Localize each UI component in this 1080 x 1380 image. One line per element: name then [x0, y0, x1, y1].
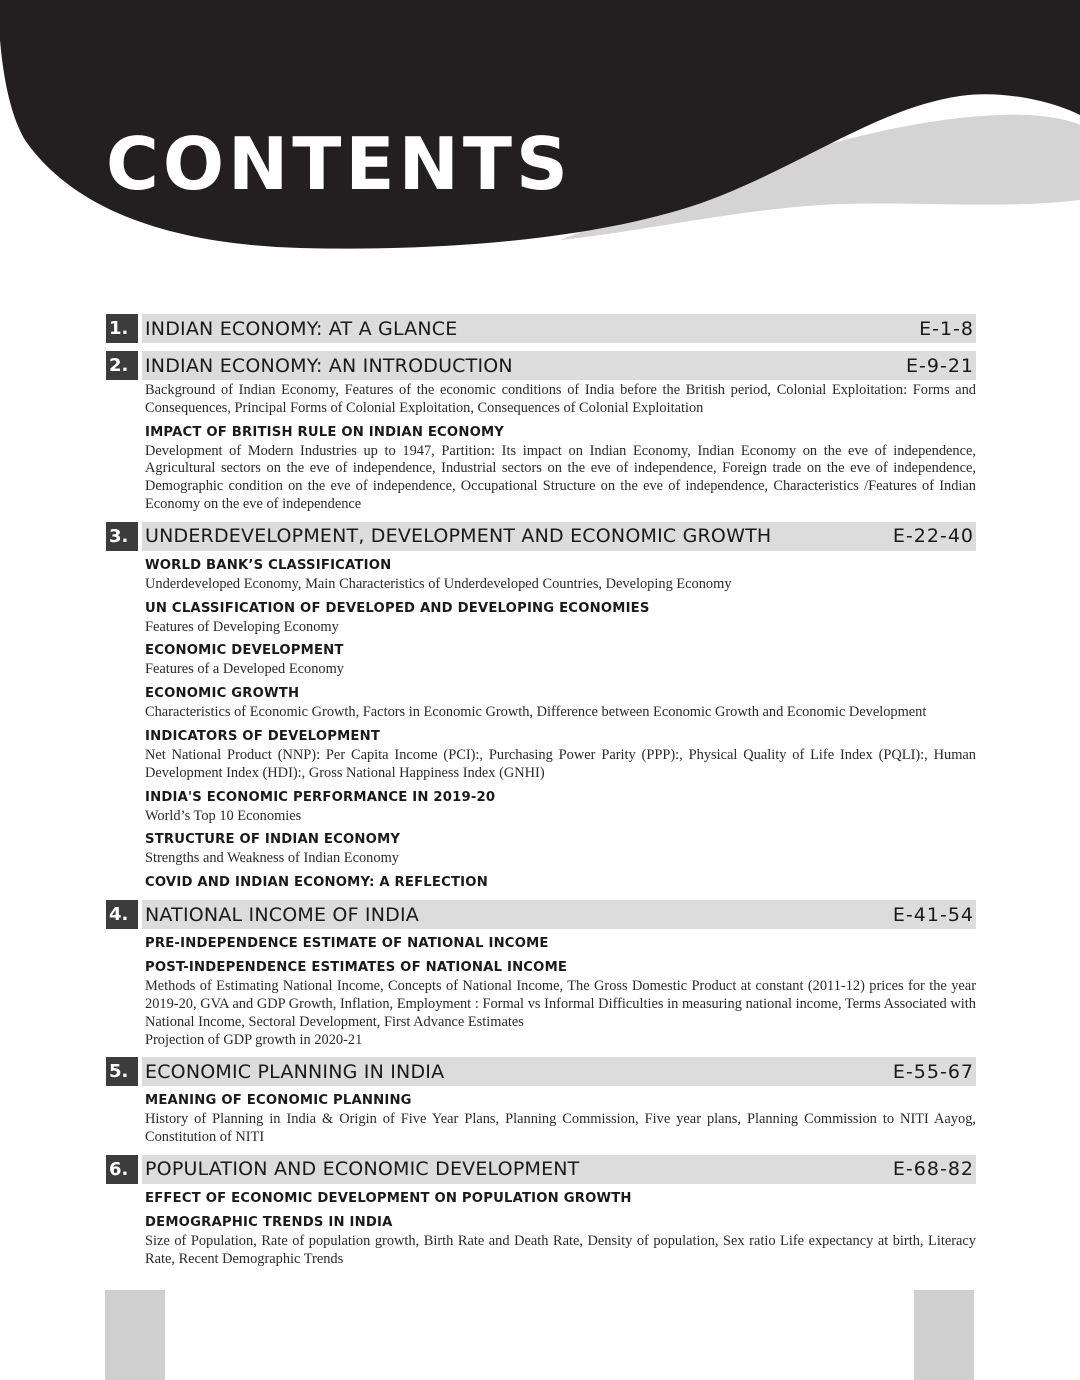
chapter-entry	[106, 314, 976, 343]
footer-decor-left	[105, 1290, 165, 1380]
chapter-title-bar	[142, 351, 976, 380]
topic-heading: STRUCTURE OF INDIAN ECONOMY	[145, 832, 401, 848]
topic-description: Features of Developing Economy	[145, 618, 339, 635]
topic-heading: WORLD BANK’S CLASSIFICATION	[145, 557, 392, 573]
page-title: CONTENTS	[106, 122, 572, 206]
topic-heading: UN CLASSIFICATION OF DEVELOPED AND DEVELOPING ECONOMIES	[145, 600, 650, 616]
topic-heading: PRE-INDEPENDENCE ESTIMATE OF NATIONAL INCOME	[145, 936, 549, 952]
chapter-title-bar	[142, 522, 976, 551]
table-of-contents	[106, 314, 976, 1277]
chapter-page-range: E-22-40	[892, 525, 974, 548]
chapter-number: 5.	[106, 1057, 138, 1086]
topic-description: Size of Population, Rate of population growth, Birth Rate and Death Rate, Density of population, Sex ratio Life expectancy at birth, Literacy Rate, Recent Demographic Trends	[145, 1232, 976, 1267]
topic-heading: INDICATORS OF DEVELOPMENT	[145, 728, 381, 744]
topic-heading: DEMOGRAPHIC TRENDS IN INDIA	[145, 1214, 393, 1230]
chapter-title-bar	[142, 1155, 976, 1184]
chapter-page-range: E-9-21	[906, 354, 974, 377]
topic-description: Net National Product (NNP): Per Capita Income (PCI):, Purchasing Power Parity (PPP):, Physical Quality of Life Index (PQLI):, Human Development Index (HDI):, Gross National Happiness Index (GNHI)	[145, 746, 976, 781]
chapter-header	[106, 314, 976, 343]
chapter-number: 2.	[106, 351, 138, 380]
topic-description: Methods of Estimating National Income, Concepts of National Income, The Gross Domestic Product at constant (2011-12) prices for the year 2019-20, GVA and GDP Growth, Inflation, Employment : Formal vs Informal Difficulties in measuring national income, Terms Associated with National Income, Sectoral Development, First Advance Estimates Projection of GDP growth in 2020-21	[145, 978, 976, 1048]
topic-heading: COVID AND INDIAN ECONOMY: A REFLECTION	[145, 875, 488, 891]
chapter-title: INDIAN ECONOMY: AN INTRODUCTION	[145, 354, 513, 377]
footer-decor-right	[914, 1290, 974, 1380]
topic-heading: INDIA'S ECONOMIC PERFORMANCE IN 2019-20	[145, 789, 496, 805]
chapter-title-bar	[142, 900, 976, 929]
topic-description: Background of Indian Economy, Features of the economic conditions of India before the British period, Colonial Exploitation: Forms and Consequences, Principal Forms of Colonial Exploitation, Consequences of Colonial Exploitation	[145, 382, 976, 416]
chapter-topics	[106, 382, 976, 514]
chapter-entry	[106, 522, 976, 892]
topic-description: Strengths and Weakness of Indian Economy	[145, 850, 399, 867]
chapter-entry	[106, 1057, 976, 1147]
chapter-page-range: E-68-82	[892, 1158, 974, 1181]
chapter-title-bar	[142, 1057, 976, 1086]
chapter-title: INDIAN ECONOMY: AT A GLANCE	[145, 317, 458, 340]
chapter-page-range: E-55-67	[892, 1060, 974, 1083]
chapter-number: 4.	[106, 900, 138, 929]
topic-heading: ECONOMIC DEVELOPMENT	[145, 643, 344, 659]
chapter-header	[106, 1155, 976, 1184]
topic-description: History of Planning in India & Origin of Five Year Plans, Planning Commission, Five year plans, Planning Commission to NITI Aayog, Constitution of NITI	[145, 1111, 976, 1146]
chapter-title: POPULATION AND ECONOMIC DEVELOPMENT	[145, 1158, 580, 1181]
topic-description: Underdeveloped Economy, Main Characteristics of Underdeveloped Countries, Developing Economy	[145, 575, 732, 592]
chapter-title: ECONOMIC PLANNING IN INDIA	[145, 1060, 445, 1083]
chapter-topics	[106, 557, 976, 892]
topic-description: World’s Top 10 Economies	[145, 807, 302, 824]
chapter-header	[106, 351, 976, 380]
topic-heading: MEANING OF ECONOMIC PLANNING	[145, 1093, 412, 1109]
topic-heading: IMPACT OF BRITISH RULE ON INDIAN ECONOMY	[145, 424, 505, 440]
chapter-topics	[106, 935, 976, 1049]
chapter-number: 1.	[106, 314, 138, 343]
chapter-title: NATIONAL INCOME OF INDIA	[145, 903, 419, 926]
topic-heading: ECONOMIC GROWTH	[145, 686, 300, 702]
chapter-title-bar	[142, 314, 976, 343]
chapter-entry	[106, 900, 976, 1049]
chapter-title: UNDERDEVELOPMENT, DEVELOPMENT AND ECONOMIC GROWTH	[145, 525, 772, 548]
topic-description: Features of a Developed Economy	[145, 661, 345, 678]
chapter-header	[106, 900, 976, 929]
topic-heading: EFFECT OF ECONOMIC DEVELOPMENT ON POPULATION GROWTH	[145, 1190, 632, 1206]
chapter-header	[106, 1057, 976, 1086]
chapter-number: 6.	[106, 1155, 138, 1184]
chapter-page-range: E-41-54	[892, 903, 974, 926]
chapter-entry	[106, 351, 976, 514]
chapter-entry	[106, 1155, 976, 1269]
chapter-header	[106, 522, 976, 551]
topic-description: Development of Modern Industries up to 1947, Partition: Its impact on Indian Economy, Indian Economy on the eve of independence, Agricultural sectors on the eve of independence, Industrial sectors on the eve of independence, Foreign trade on the eve of independence, Demographic condition on the eve of independence, Occupational Structure on the eve of independence, Characteristics /Features of Indian Economy on the eve of independence	[145, 442, 976, 512]
topic-description: Characteristics of Economic Growth, Factors in Economic Growth, Difference between Economic Growth and Economic Development	[145, 704, 927, 721]
chapter-topics	[106, 1092, 976, 1147]
topic-heading: POST-INDEPENDENCE ESTIMATES OF NATIONAL INCOME	[145, 960, 568, 976]
chapter-number: 3.	[106, 522, 138, 551]
chapter-topics	[106, 1190, 976, 1269]
chapter-page-range: E-1-8	[919, 317, 974, 340]
